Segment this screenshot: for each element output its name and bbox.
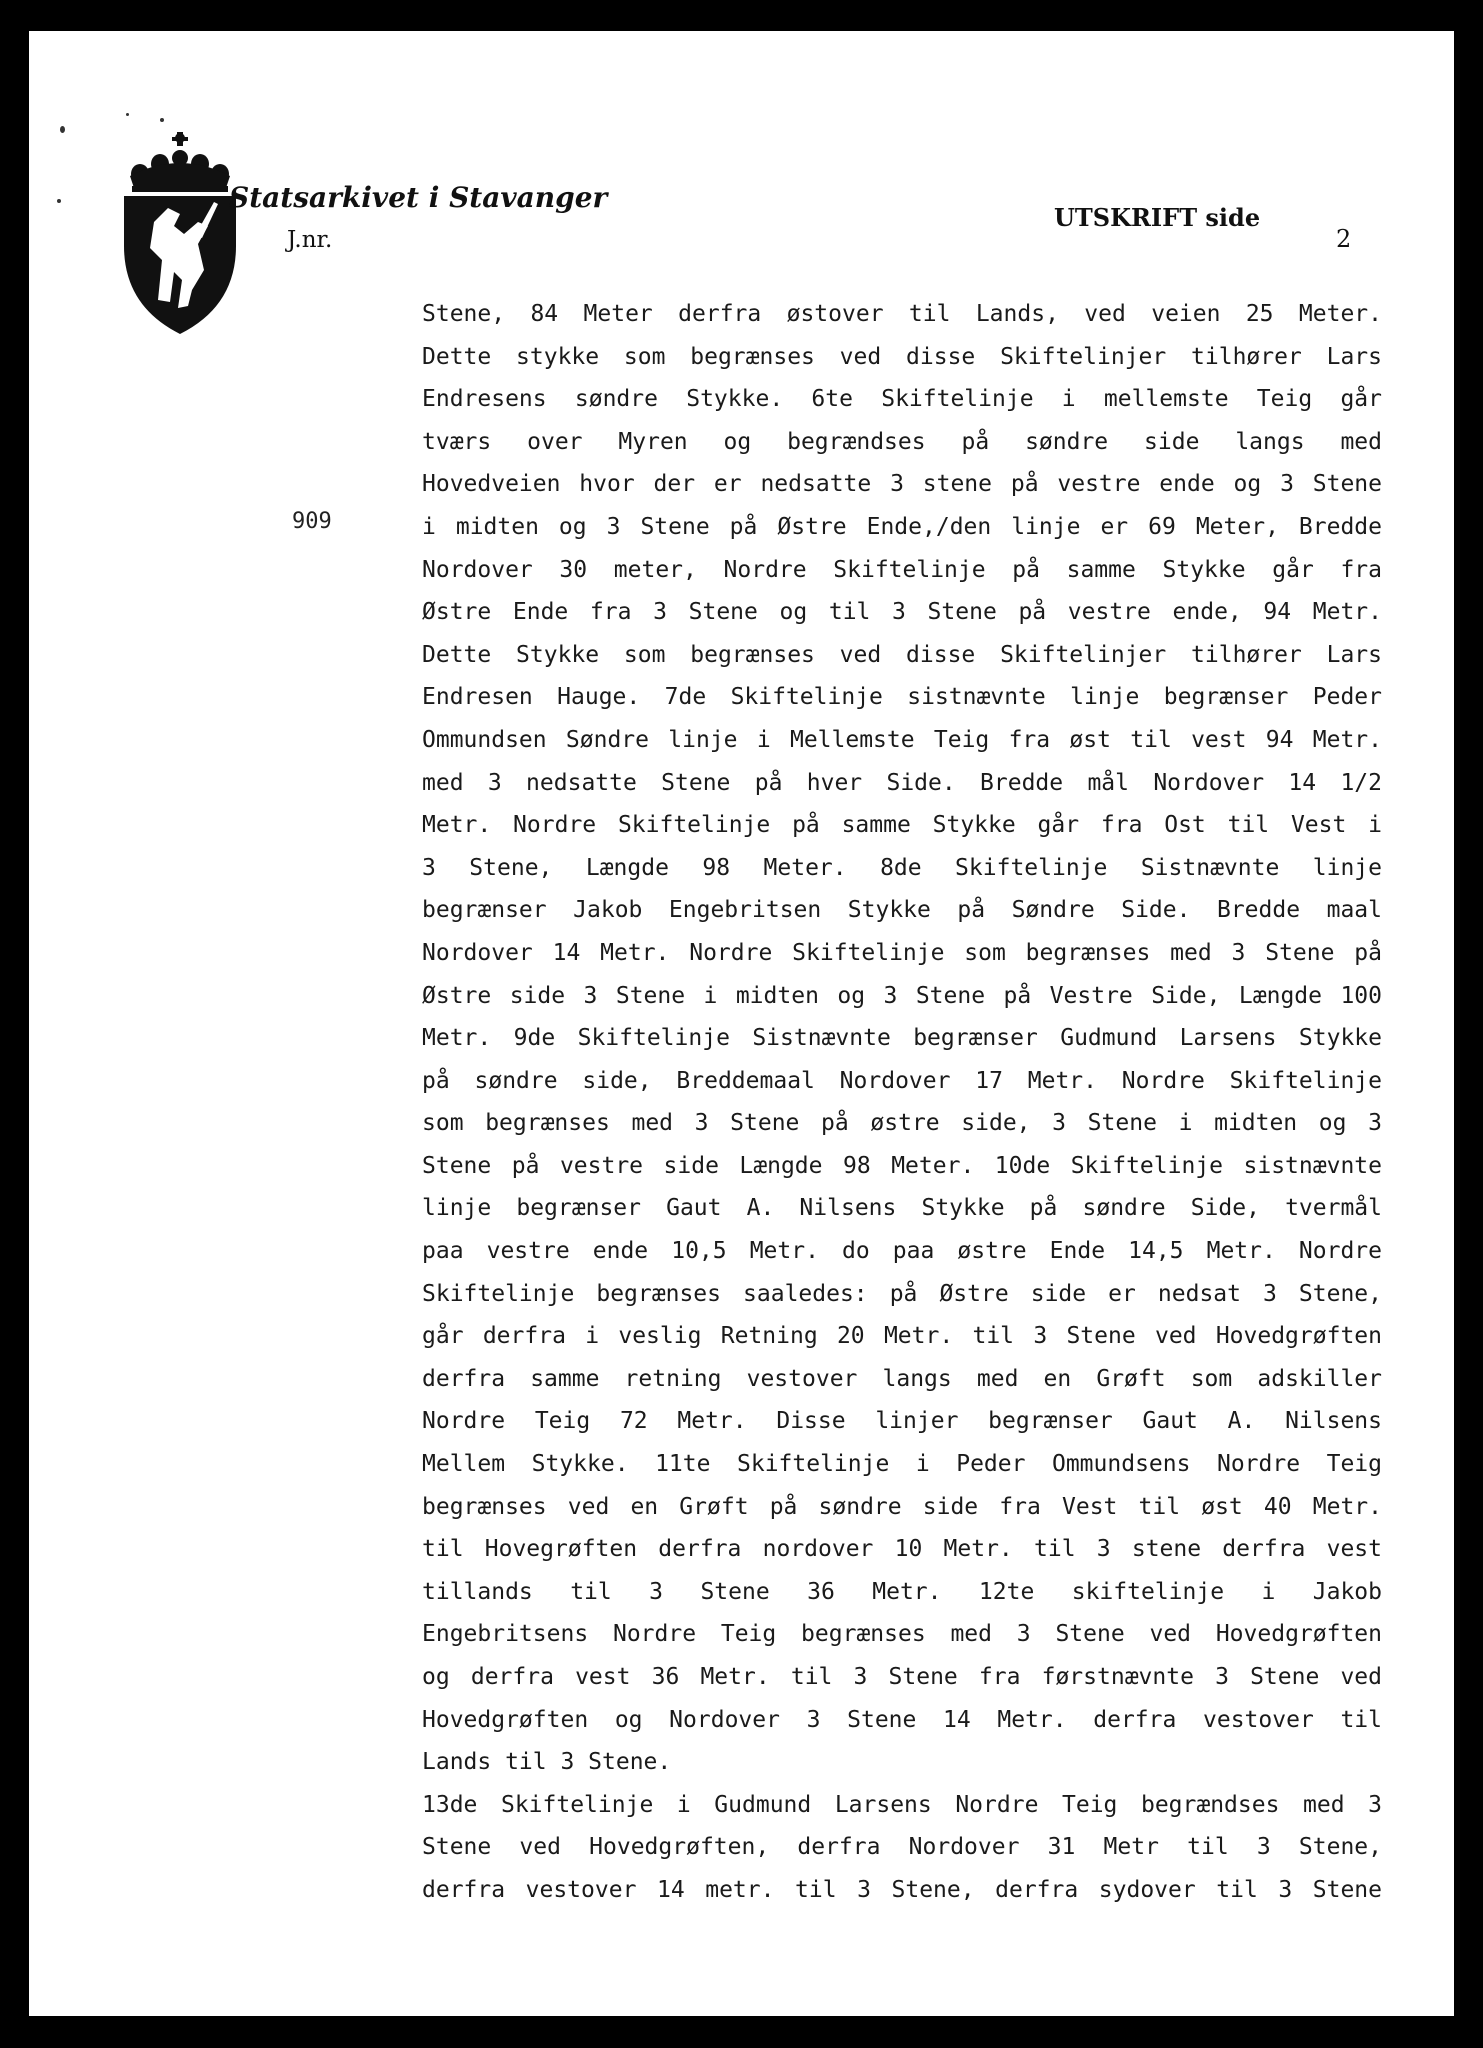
text-line: Mellem Stykke. 11te Skiftelinje i Peder Ommundsens Nordre Teig <box>422 1451 1382 1478</box>
text-line: Nordover 30 meter, Nordre Skiftelinje på samme Stykke går fra <box>422 556 1382 583</box>
text-line: Endresen Hauge. 7de Skiftelinje sistnævnte linje begrænser Peder <box>422 684 1382 711</box>
text-line: begrænses ved en Grøft på søndre side fra Vest til øst 40 Metr. <box>422 1493 1382 1520</box>
text-line: tillands til 3 Stene 36 Metr. 12te skiftelinje i Jakob <box>422 1578 1382 1605</box>
text-line: med 3 nedsatte Stene på hver Side. Bredde mål Nordover 14 1/2 <box>422 769 1382 796</box>
text-line: tværs over Myren og begrændses på søndre side langs med <box>422 428 1382 455</box>
text-line: Hovedveien hvor der er nedsatte 3 stene på vestre ende og 3 Stene <box>422 471 1382 498</box>
margin-note: 909 <box>292 509 332 534</box>
text-line: Stene ved Hovedgrøften, derfra Nordover 31 Metr til 3 Stene, <box>422 1834 1382 1861</box>
text-line: Metr. Nordre Skiftelinje på samme Stykke går fra Ost til Vest i <box>422 812 1382 839</box>
text-line: går derfra i veslig Retning 20 Metr. til 3 Stene ved Hovedgrøften <box>422 1323 1382 1350</box>
text-line: Stene på vestre side Længde 98 Meter. 10de Skiftelinje sistnævnte <box>422 1152 1382 1179</box>
archive-name: Statsarkivet i Stavanger <box>229 181 608 214</box>
text-line: til Hovegrøften derfra nordover 10 Metr. til 3 stene derfra vest <box>422 1536 1382 1563</box>
scan-speck <box>60 126 65 133</box>
text-line: på søndre side, Breddemaal Nordover 17 Metr. Nordre Skiftelinje <box>422 1067 1382 1094</box>
text-line: i midten og 3 Stene på Østre Ende,/den linje er 69 Meter, Bredde <box>422 513 1382 540</box>
text-line: Østre side 3 Stene i midten og 3 Stene på Vestre Side, Længde 100 <box>422 982 1382 1009</box>
text-line: linje begrænser Gaut A. Nilsens Stykke på søndre Side, tvermål <box>422 1195 1382 1222</box>
text-line: som begrænses med 3 Stene på østre side, 3 Stene i midten og 3 <box>422 1110 1382 1137</box>
journal-number-label: J.nr. <box>287 227 333 253</box>
text-line: Nordover 14 Metr. Nordre Skiftelinje som begrænses med 3 Stene på <box>422 939 1382 966</box>
text-line: 13de Skiftelinje i Gudmund Larsens Nordre Teig begrændses med 3 <box>422 1791 1382 1818</box>
text-line: og derfra vest 36 Metr. til 3 Stene fra førstnævnte 3 Stene ved <box>422 1664 1382 1690</box>
text-line: Engebritsens Nordre Teig begrænses med 3 Stene ved Hovedgrøften <box>422 1621 1382 1648</box>
text-line: begrænser Jakob Engebritsen Stykke på Søndre Side. Bredde maal <box>422 897 1382 924</box>
text-line: Hovedgrøften og Nordover 3 Stene 14 Metr. derfra vestover til <box>422 1706 1382 1733</box>
page-number: 2 <box>1336 225 1352 253</box>
text-line: derfra samme retning vestover langs med en Grøft som adskiller <box>422 1365 1382 1392</box>
transcript-label: UTSKRIFT side <box>1054 203 1261 232</box>
scan-speck <box>160 118 164 122</box>
text-line: Lands til 3 Stene. <box>422 1749 672 1776</box>
scan-speck <box>57 199 61 203</box>
document-page <box>29 31 1454 2016</box>
norwegian-lion-crest-icon <box>118 130 242 336</box>
text-line: Nordre Teig 72 Metr. Disse linjer begrænser Gaut A. Nilsens <box>422 1408 1382 1435</box>
text-line: paa vestre ende 10,5 Metr. do paa østre Ende 14,5 Metr. Nordre <box>422 1238 1382 1265</box>
text-line: 3 Stene, Længde 98 Meter. 8de Skiftelinje Sistnævnte linje <box>422 854 1382 881</box>
text-line: derfra vestover 14 metr. til 3 Stene, derfra sydover til 3 Stene <box>422 1876 1382 1903</box>
text-line: Endresens søndre Stykke. 6te Skiftelinje i mellemste Teig går <box>422 386 1382 413</box>
document-body <box>422 293 1382 1912</box>
text-line: Ommundsen Søndre linje i Mellemste Teig fra øst til vest 94 Metr. <box>422 726 1382 753</box>
text-line: Stene, 84 Meter derfra østover til Lands, ved veien 25 Meter. <box>422 301 1382 327</box>
text-line: Skiftelinje begrænses saaledes: på Østre side er nedsat 3 Stene, <box>422 1280 1382 1307</box>
text-line: Dette stykke som begrænses ved disse Skiftelinjer tilhører Lars <box>422 343 1382 370</box>
text-line: Metr. 9de Skiftelinje Sistnævnte begrænser Gudmund Larsens Stykke <box>422 1025 1382 1052</box>
text-line: Dette Stykke som begrænses ved disse Skiftelinjer tilhører Lars <box>422 641 1382 668</box>
text-line: Østre Ende fra 3 Stene og til 3 Stene på vestre ende, 94 Metr. <box>422 599 1382 626</box>
scan-speck <box>126 113 129 116</box>
